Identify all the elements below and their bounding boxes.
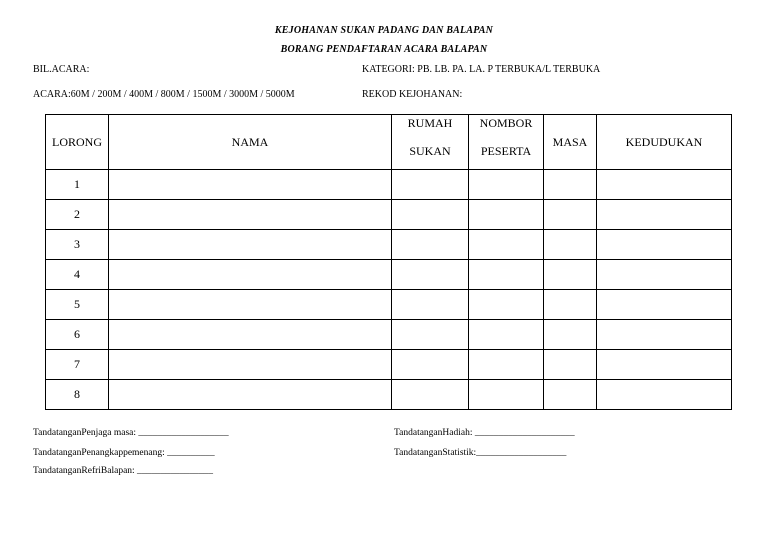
lane-number: 6 [46,320,109,350]
lane-number: 8 [46,380,109,410]
masa-cell[interactable] [544,290,597,320]
masa-cell[interactable] [544,320,597,350]
nombor-peserta-cell[interactable] [469,230,544,260]
signature-statistik: TandatanganStatistik:___________________ [394,448,567,458]
header-masa: MASA [544,115,597,170]
lane-number: 7 [46,350,109,380]
nombor-peserta-cell[interactable] [469,350,544,380]
lane-number: 4 [46,260,109,290]
table-row [46,350,732,380]
table-header-row [46,115,732,170]
nombor-peserta-cell[interactable] [469,260,544,290]
masa-cell[interactable] [544,170,597,200]
rumah-sukan-cell[interactable] [392,320,469,350]
header-nombor-line1: NOMBOR [479,116,533,130]
registration-table [45,114,732,410]
kategori-field: KATEGORI: PB. LB. PA. LA. P TERBUKA/L TERBUKA [362,64,601,75]
header-nombor-peserta [469,115,544,170]
masa-cell[interactable] [544,230,597,260]
signature-penangkap-pemenang: TandatanganPenangkappemenang: __________ [33,448,215,458]
signature-refri-balapan: TandatanganRefriBalapan: ________________ [33,466,214,476]
rumah-sukan-cell[interactable] [392,230,469,260]
table-row [46,320,732,350]
table-row [46,380,732,410]
kedudukan-cell[interactable] [597,320,732,350]
nombor-peserta-cell[interactable] [469,290,544,320]
rumah-sukan-cell[interactable] [392,260,469,290]
kedudukan-cell[interactable] [597,290,732,320]
rumah-sukan-cell[interactable] [392,170,469,200]
kedudukan-cell[interactable] [597,170,732,200]
acara-field: ACARA:60M / 200M / 400M / 800M / 1500M / 3000M / 5000M [33,89,295,100]
masa-cell[interactable] [544,380,597,410]
header-nama: NAMA [109,115,392,170]
table-row [46,170,732,200]
header-nombor-line2: PESERTA [480,144,532,158]
nombor-peserta-cell[interactable] [469,170,544,200]
kedudukan-cell[interactable] [597,380,732,410]
form-subtitle: BORANG PENDAFTARAN ACARA BALAPAN [280,44,488,55]
signature-hadiah: TandatanganHadiah: _____________________ [394,428,575,438]
header-rumah-line2: SUKAN [409,144,451,158]
lane-number: 3 [46,230,109,260]
signature-penjaga-masa: TandatanganPenjaga masa: ___________________ [33,428,229,438]
rumah-sukan-cell[interactable] [392,350,469,380]
nama-cell[interactable] [109,350,392,380]
nombor-peserta-cell[interactable] [469,320,544,350]
nombor-peserta-cell[interactable] [469,380,544,410]
masa-cell[interactable] [544,350,597,380]
nama-cell[interactable] [109,380,392,410]
nama-cell[interactable] [109,230,392,260]
header-kedudukan: KEDUDUKAN [597,115,732,170]
rumah-sukan-cell[interactable] [392,380,469,410]
nama-cell[interactable] [109,260,392,290]
header-rumah-sukan [392,115,469,170]
form-title: KEJOHANAN SUKAN PADANG DAN BALAPAN [274,25,494,36]
kedudukan-cell[interactable] [597,260,732,290]
lane-number: 5 [46,290,109,320]
header-lorong: LORONG [46,115,109,170]
kedudukan-cell[interactable] [597,350,732,380]
rekod-kejohanan-field: REKOD KEJOHANAN: [362,89,463,100]
nama-cell[interactable] [109,320,392,350]
table-row [46,260,732,290]
rumah-sukan-cell[interactable] [392,290,469,320]
masa-cell[interactable] [544,260,597,290]
table-row [46,200,732,230]
nama-cell[interactable] [109,200,392,230]
table-row [46,290,732,320]
lane-number: 1 [46,170,109,200]
nama-cell[interactable] [109,290,392,320]
header-rumah-line1: RUMAH [407,116,453,130]
table-row [46,230,732,260]
masa-cell[interactable] [544,200,597,230]
rumah-sukan-cell[interactable] [392,200,469,230]
bil-acara-field: BIL.ACARA: [33,64,90,75]
nombor-peserta-cell[interactable] [469,200,544,230]
nama-cell[interactable] [109,170,392,200]
kedudukan-cell[interactable] [597,200,732,230]
kedudukan-cell[interactable] [597,230,732,260]
lane-number: 2 [46,200,109,230]
